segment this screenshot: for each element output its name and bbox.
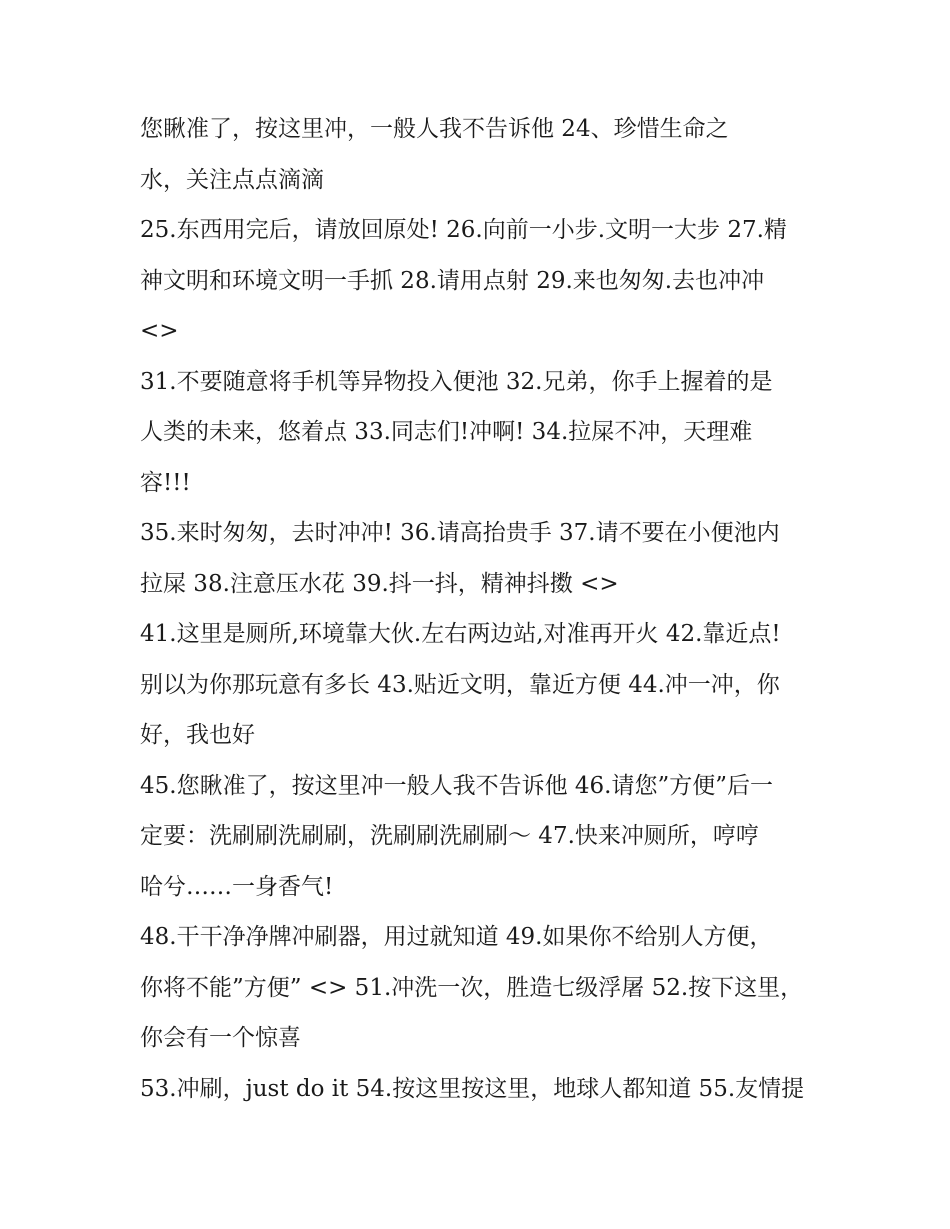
- text-line: 您瞅准了，按这里冲，一般人我不告诉他 24、珍惜生命之: [140, 116, 729, 142]
- text-line: 48.干干净净牌冲刷器，用过就知道 49.如果你不给别人方便，: [140, 924, 773, 950]
- document-body: [140, 104, 820, 1114]
- text-line: 拉屎 38.注意压水花 39.抖一抖，精神抖擞 <>: [140, 570, 619, 597]
- text-line: 神文明和环境文明一手抓 28.请用点射 29.来也匆匆.去也冲冲: [140, 267, 765, 294]
- text-line: 45.您瞅准了，按这里冲一般人我不告诉他 46.请您”方便”后一: [140, 772, 773, 799]
- text-line: 35.来时匆匆，去时冲冲! 36.请高抬贵手 37.请不要在小便池内: [140, 520, 780, 546]
- text-line: 水，关注点点滴滴: [140, 166, 324, 193]
- text-line: 人类的未来，悠着点 33.同志们!冲啊! 34.拉屎不冲，天理难: [140, 419, 753, 445]
- text-line: 41.这里是厕所,环境靠大伙.左右两边站,对准再开火 42.靠近点!: [140, 621, 781, 647]
- text-line: 你会有一个惊喜: [140, 1025, 301, 1051]
- text-line: <>: [140, 318, 179, 344]
- text-line: 别以为你那玩意有多长 43.贴近文明，靠近方便 44.冲一冲，你: [140, 671, 780, 698]
- text-line: 25.东西用完后，请放回原处! 26.向前一小步.文明一大步 27.精: [140, 217, 787, 243]
- text-line: 哈兮……一身香气!: [140, 873, 334, 900]
- text-line: 你将不能”方便” <> 51.冲洗一次，胜造七级浮屠 52.按下这里，: [140, 974, 804, 1001]
- text-line: 31.不要随意将手机等异物投入便池 32.兄弟，你手上握着的是: [140, 368, 773, 395]
- text-line: 定要：洗刷刷洗刷刷，洗刷刷洗刷刷～ 47.快来冲厕所，哼哼: [140, 823, 759, 849]
- text-line: 53.冲刷，just do it 54.按这里按这里，地球人都知道 55.友情提: [140, 1075, 805, 1102]
- text-line: 容!!!: [140, 469, 191, 496]
- text-line: 好，我也好: [140, 722, 255, 748]
